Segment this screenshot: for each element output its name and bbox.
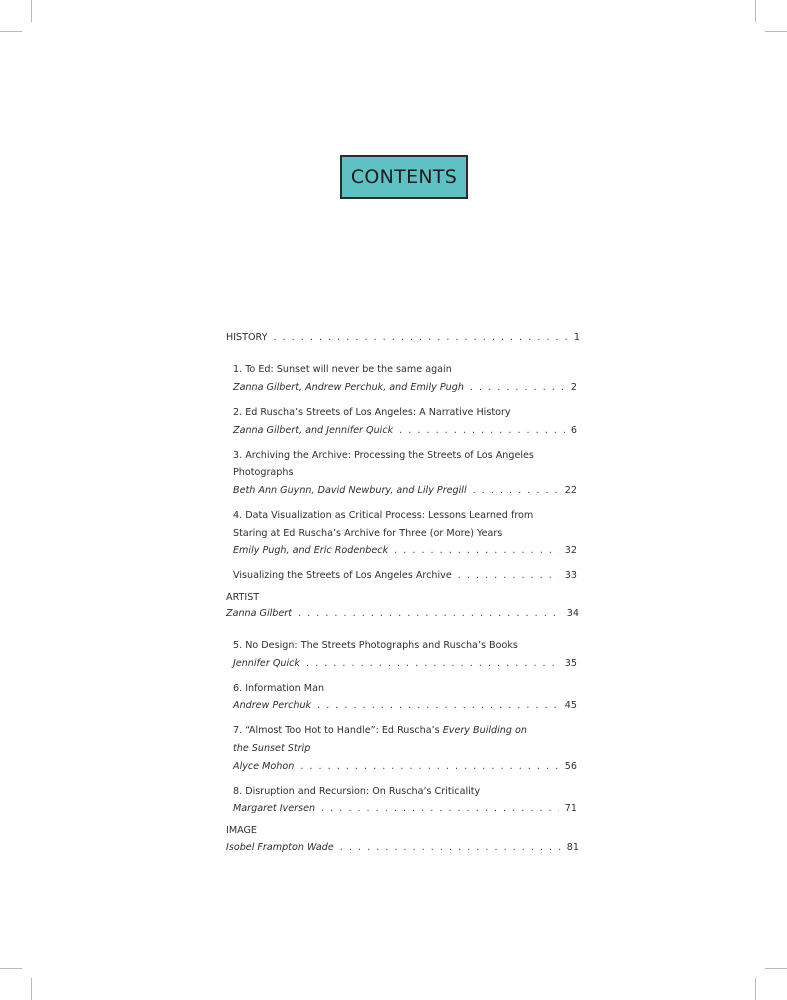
leader-dots bbox=[473, 483, 559, 498]
page-number: 71 bbox=[564, 803, 577, 814]
chapter-title: 4. Data Visualization as Critical Process: Lessons Learned from bbox=[233, 510, 534, 521]
crop-mark bbox=[755, 978, 756, 1000]
page-number: 34 bbox=[566, 608, 579, 619]
contents-title: CONTENTS bbox=[350, 166, 458, 188]
chapter-authors: Emily Pugh, and Eric Rodenbeck bbox=[233, 545, 389, 556]
chapter-title: 7. “Almost Too Hot to Handle”: Ed Ruscha’s bbox=[233, 725, 443, 736]
chapter-authors: Margaret Iversen bbox=[233, 803, 316, 814]
chapter-authors: Beth Ann Guynn, David Newbury, and Lily Pregill bbox=[233, 485, 467, 496]
leader-dots bbox=[470, 380, 565, 395]
chapter-title: 8. Disruption and Recursion: On Ruscha’s Criticality bbox=[233, 786, 481, 797]
chapter-authors: Zanna Gilbert, Andrew Perchuk, and Emily Pugh bbox=[233, 382, 464, 393]
toc-entry-authors[interactable] bbox=[226, 606, 579, 621]
toc-entry-title[interactable] bbox=[233, 638, 573, 653]
toc-entry-title[interactable] bbox=[233, 784, 573, 799]
toc-entry-authors[interactable] bbox=[233, 483, 577, 498]
toc-entry-authors[interactable] bbox=[233, 698, 577, 713]
chapter-authors: Isobel Frampton Wade bbox=[226, 842, 334, 853]
chapter-authors: Zanna Gilbert, and Jennifer Quick bbox=[233, 425, 394, 436]
leader-dots bbox=[399, 423, 565, 438]
crop-mark bbox=[31, 978, 32, 1000]
chapter-title-italic-cont: the Sunset Strip bbox=[233, 743, 311, 754]
crop-mark bbox=[31, 0, 32, 22]
crop-mark bbox=[755, 0, 756, 22]
toc-section-history[interactable] bbox=[226, 330, 580, 345]
toc-entry-title[interactable] bbox=[233, 465, 573, 480]
crop-mark bbox=[765, 968, 787, 969]
chapter-title: Visualizing the Streets of Los Angeles Archive bbox=[233, 570, 452, 581]
leader-dots bbox=[458, 568, 559, 583]
page-number: 35 bbox=[564, 658, 577, 669]
toc-section-artist bbox=[226, 590, 426, 605]
page-number: 6 bbox=[570, 425, 577, 436]
section-label: HISTORY bbox=[226, 332, 268, 343]
chapter-authors: Alyce Mohon bbox=[233, 761, 295, 772]
chapter-title: 5. No Design: The Streets Photographs and Ruscha’s Books bbox=[233, 640, 518, 651]
toc-entry-authors[interactable] bbox=[233, 543, 577, 558]
page-number: 22 bbox=[564, 485, 577, 496]
page-number: 81 bbox=[566, 842, 579, 853]
leader-dots bbox=[340, 840, 561, 855]
chapter-title-cont: Photographs bbox=[233, 467, 294, 478]
toc-entry-authors[interactable] bbox=[233, 801, 577, 816]
toc-entry-authors[interactable] bbox=[226, 840, 579, 855]
toc-entry-title[interactable] bbox=[233, 723, 573, 738]
toc-entry-authors[interactable] bbox=[233, 423, 577, 438]
leader-dots bbox=[321, 801, 559, 816]
leader-dots bbox=[273, 330, 567, 345]
toc-entry-authors[interactable] bbox=[233, 759, 577, 774]
chapter-title: 2. Ed Ruscha’s Streets of Los Angeles: A Narrative History bbox=[233, 407, 511, 418]
leader-dots bbox=[300, 759, 558, 774]
toc-entry-title[interactable] bbox=[233, 681, 573, 696]
toc-entry-title[interactable] bbox=[233, 405, 573, 420]
page-number: 32 bbox=[564, 545, 577, 556]
section-label: IMAGE bbox=[226, 825, 257, 836]
crop-mark bbox=[0, 31, 22, 32]
toc-entry-title[interactable] bbox=[233, 741, 573, 756]
contents-title-box bbox=[340, 155, 468, 199]
crop-mark bbox=[765, 31, 787, 32]
toc-entry-title[interactable] bbox=[233, 362, 573, 377]
toc-section-image bbox=[226, 823, 426, 838]
toc-entry-authors[interactable] bbox=[233, 380, 577, 395]
toc-entry-title[interactable] bbox=[233, 448, 573, 463]
chapter-title: 6. Information Man bbox=[233, 683, 325, 694]
page-number: 1 bbox=[573, 332, 580, 343]
leader-dots bbox=[394, 543, 559, 558]
page-number: 2 bbox=[570, 382, 577, 393]
toc-entry-authors[interactable] bbox=[233, 656, 577, 671]
leader-dots bbox=[306, 656, 559, 671]
toc-entry-title[interactable] bbox=[233, 508, 573, 523]
toc-entry-title[interactable] bbox=[233, 526, 573, 541]
section-label: ARTIST bbox=[226, 592, 260, 603]
crop-mark bbox=[0, 968, 22, 969]
chapter-title: 1. To Ed: Sunset will never be the same again bbox=[233, 364, 452, 375]
chapter-authors: Zanna Gilbert bbox=[226, 608, 293, 619]
chapter-title-italic: Every Building on bbox=[442, 725, 527, 736]
leader-dots bbox=[317, 698, 559, 713]
leader-dots bbox=[298, 606, 561, 621]
page-number: 56 bbox=[564, 761, 577, 772]
chapter-authors: Jennifer Quick bbox=[233, 658, 300, 669]
chapter-title: 3. Archiving the Archive: Processing the Streets of Los Angeles bbox=[233, 450, 534, 461]
toc-entry-title[interactable] bbox=[233, 568, 577, 583]
chapter-title-cont: Staring at Ed Ruscha’s Archive for Three (or More) Years bbox=[233, 528, 503, 539]
page-number: 33 bbox=[564, 570, 577, 581]
chapter-authors: Andrew Perchuk bbox=[233, 700, 312, 711]
page-number: 45 bbox=[564, 700, 577, 711]
